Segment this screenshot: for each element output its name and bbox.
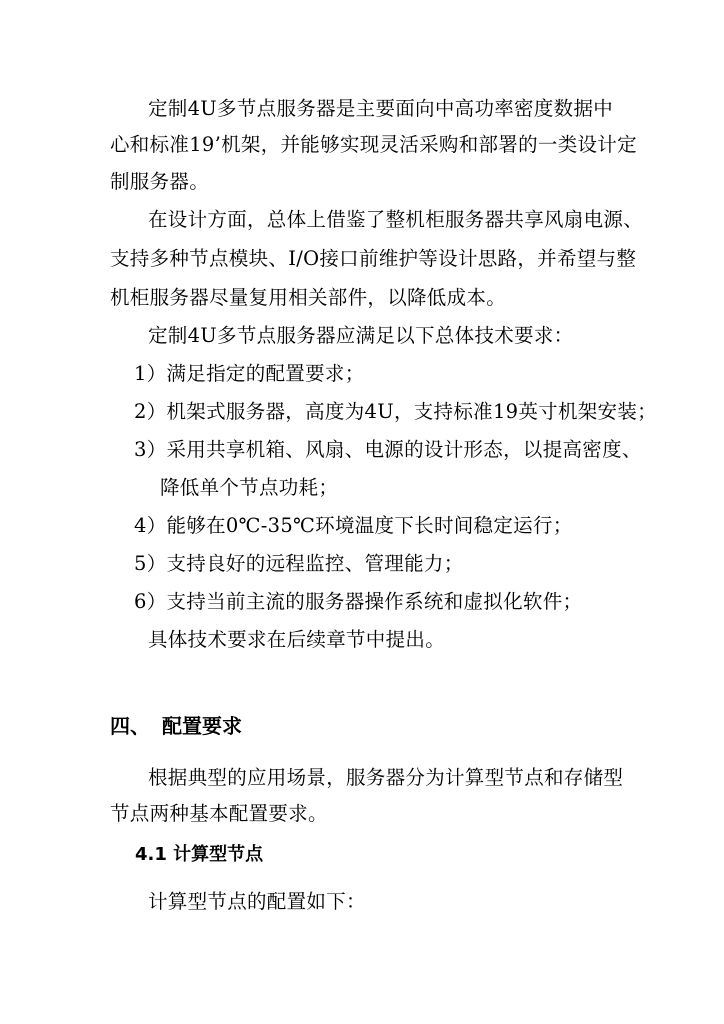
design-line-1: 在设计方面，总体上借鉴了整机柜服务器共享风扇电源、: [148, 208, 644, 231]
section-4-number: 四、: [110, 714, 150, 738]
intro-line-3: 制服务器。: [110, 170, 210, 193]
section-4-title: 配置要求: [162, 714, 242, 738]
section-4-line-2: 节点两种基本配置要求。: [110, 802, 328, 825]
requirement-item-4: 4）能够在0℃-35℃环境温度下长时间稳定运行；: [134, 514, 573, 537]
requirements-outro: 具体技术要求在后续章节中提出。: [148, 628, 446, 651]
requirement-item-1: 1）满足指定的配置要求；: [134, 362, 365, 385]
requirement-item-2: 2）机架式服务器，高度为4U，支持标准19英寸机架安装；: [134, 400, 657, 423]
section-4-1-heading: 4.1 计算型节点: [135, 844, 264, 865]
design-line-2: 支持多种节点模块、I/O接口前维护等设计思路，并希望与整: [110, 247, 637, 270]
section-4-line-1: 根据典型的应用场景，服务器分为计算型节点和存储型: [148, 766, 624, 789]
section-4-heading: [110, 713, 242, 739]
requirement-item-6: 6）支持当前主流的服务器操作系统和虚拟化软件；: [134, 590, 583, 613]
intro-line-1: 定制4U多节点服务器是主要面向中高功率密度数据中: [148, 97, 614, 120]
requirement-item-5: 5）支持良好的远程监控、管理能力；: [134, 552, 464, 575]
design-line-3: 机柜服务器尽量复用相关部件，以降低成本。: [110, 286, 507, 309]
requirement-item-3: 3）采用共享机箱、风扇、电源的设计形态，以提高密度、: [134, 438, 642, 461]
requirement-item-3-continuation: 降低单个节点功耗；: [160, 476, 339, 499]
intro-line-2: 心和标准19’机架，并能够实现灵活采购和部署的一类设计定: [110, 133, 637, 156]
section-4-1-body: 计算型节点的配置如下：: [148, 890, 366, 913]
requirements-intro: 定制4U多节点服务器应满足以下总体技术要求：: [148, 324, 574, 347]
